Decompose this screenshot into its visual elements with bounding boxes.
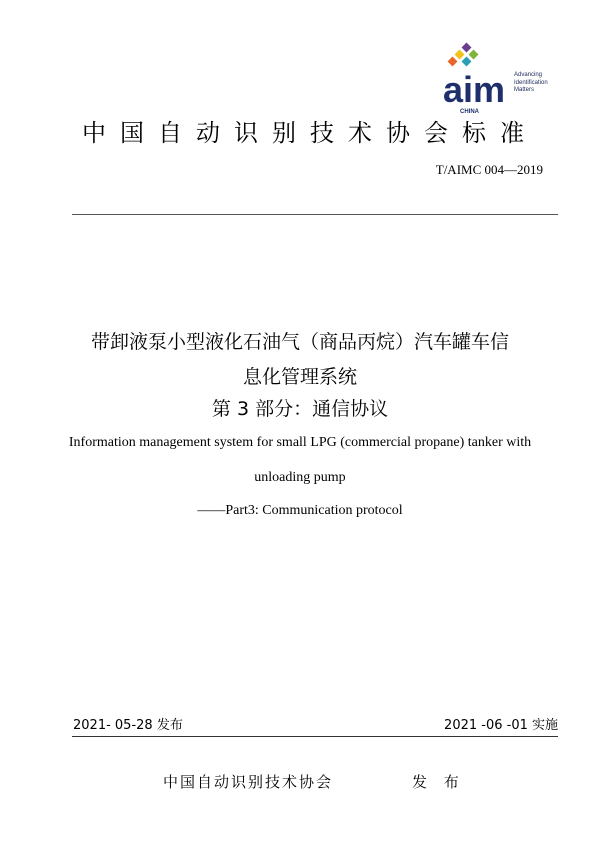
logo-tagline [514, 72, 572, 95]
en-title-line-2: unloading pump [254, 470, 346, 485]
logo-country: CHINA [460, 109, 479, 115]
publisher-organization: 中国自动识别技术协会 [163, 773, 334, 791]
publish-label: 发 布 [412, 773, 465, 791]
release-date: 2021- 05-28 发布 [73, 718, 183, 733]
logo-tagline-line: Identification [514, 79, 548, 86]
en-title-line-3: ——Part3: Communication protocol [197, 503, 403, 518]
cn-title-line-2: 息化管理系统 [242, 366, 357, 388]
implementation-date: 2021 -06 -01 实施 [444, 718, 558, 733]
logo-square-purple [462, 43, 472, 53]
logo-square-orange [448, 57, 458, 67]
standard-number: T/AIMC 004—2019 [435, 162, 543, 177]
logo-tagline-line: Matters [514, 87, 535, 93]
logo-square-yellow [455, 50, 465, 60]
org-standard-title: 中国自动识别技术协会标准 [82, 119, 538, 147]
logo-tagline-line: Advancing [514, 72, 543, 78]
cn-title-line-3: 第 3 部分：通信协议 [211, 398, 389, 420]
en-title-line-1: Information management system for small LPG (commercial propane) tanker with [68, 435, 532, 450]
cn-title-line-1: 带卸液泵小型液化石油气（商品丙烷）汽车罐车信 [90, 331, 509, 353]
logo-square-green [469, 50, 479, 60]
aim-logo [442, 42, 572, 120]
header-divider [72, 214, 558, 215]
aim-logo-mark [442, 42, 508, 120]
footer-divider [72, 736, 558, 737]
logo-wordmark: aim [443, 69, 506, 110]
logo-square-teal [462, 57, 472, 67]
